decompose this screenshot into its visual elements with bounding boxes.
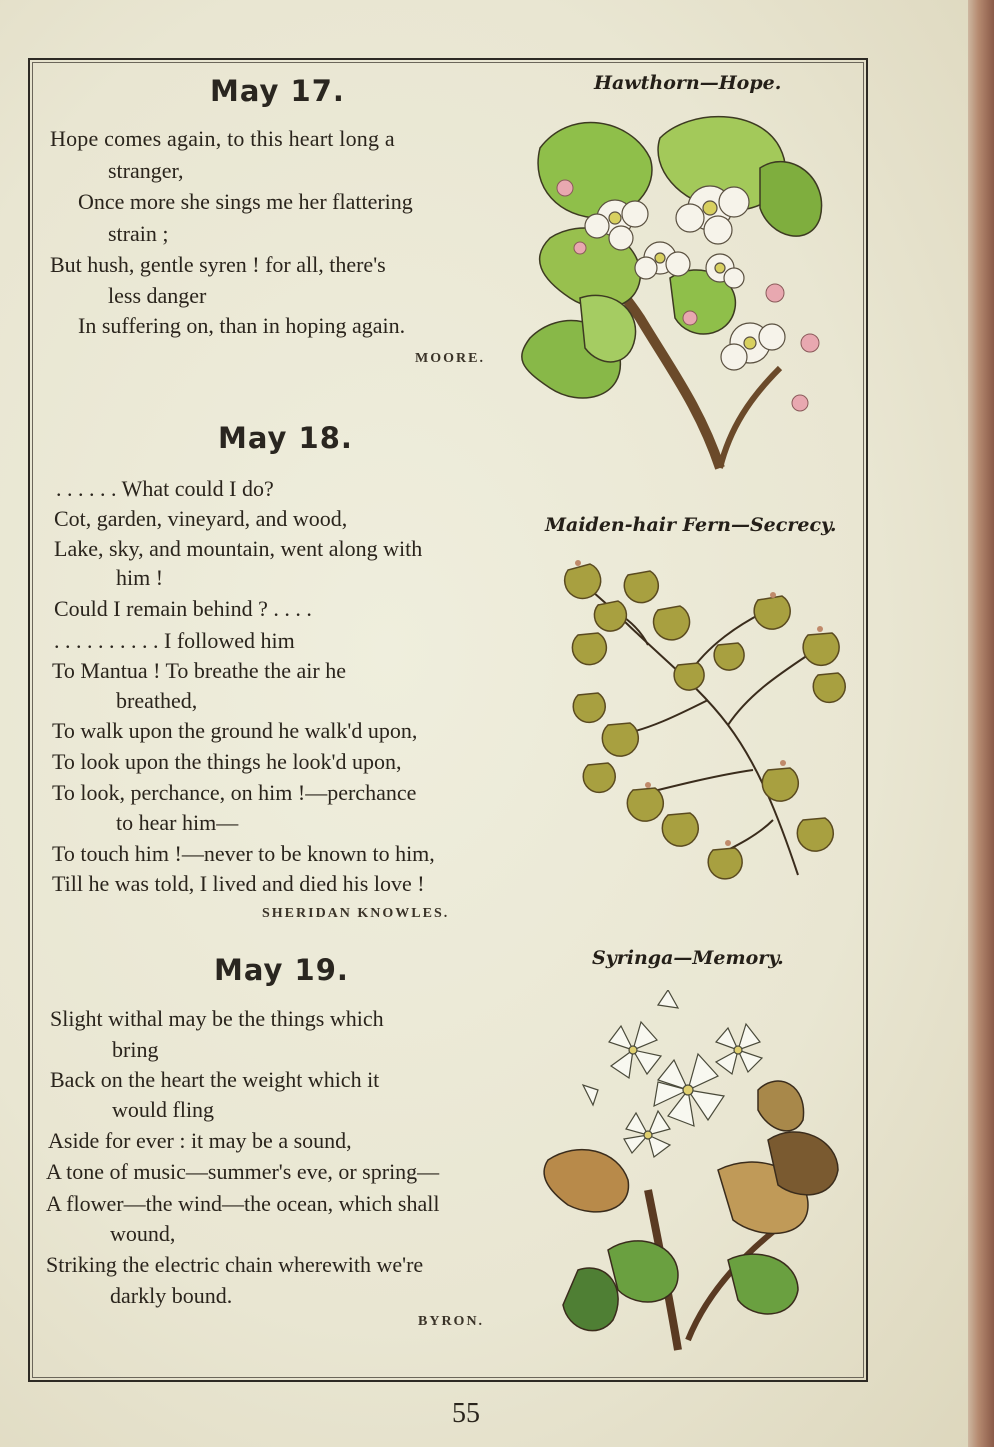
syringa-illustration — [538, 990, 848, 1360]
poem-line: A tone of music—summer's eve, or spring— — [46, 1159, 440, 1184]
poem-line: strain ; — [108, 221, 169, 246]
poem-line: Slight withal may be the things which — [50, 1006, 384, 1031]
poem-author: BYRON. — [418, 1314, 485, 1329]
poem-line: To look, perchance, on him !—perchance — [52, 780, 417, 805]
poem-line: But hush, gentle syren ! for all, there's — [50, 252, 386, 277]
poem-line: wound, — [110, 1221, 176, 1246]
plate-title-syringa: Syringa—Memory. — [592, 947, 784, 969]
plate-title-hawthorn: Hawthorn—Hope. — [594, 72, 782, 94]
book-spine-edge — [968, 0, 994, 1447]
entry-date-may-19: May 19. — [214, 953, 349, 987]
poem-line: To look upon the things he look'd upon, — [52, 749, 402, 774]
hawthorn-illustration — [520, 108, 840, 478]
maidenhair-fern-illustration — [548, 555, 858, 885]
poem-line: Aside for ever : it may be a sound, — [48, 1128, 352, 1153]
poem-line: . . . . . . What could I do? — [56, 476, 274, 501]
poem-line: stranger, — [108, 158, 184, 183]
poem-line: would fling — [112, 1097, 215, 1122]
poem-line: less danger — [108, 283, 207, 308]
poem-line: In suffering on, than in hoping again. — [78, 313, 406, 338]
entry-date-may-18: May 18. — [218, 421, 353, 455]
poem-line: darkly bound. — [110, 1283, 233, 1308]
poem-line: Hope comes again, to this heart long a — [50, 126, 395, 151]
poem-line: To Mantua ! To breathe the air he — [52, 658, 347, 683]
poem-line: To walk upon the ground he walk'd upon, — [52, 718, 418, 743]
poem-line: Lake, sky, and mountain, went along with — [54, 536, 423, 561]
plate-title-maidenhair-fern: Maiden-hair Fern—Secrecy. — [545, 514, 837, 536]
poem-line: Once more she sings me her flattering — [78, 189, 413, 214]
poem-author: MOORE. — [415, 351, 485, 366]
poem-line: Back on the heart the weight which it — [50, 1067, 380, 1092]
poem-line: bring — [112, 1037, 159, 1062]
poem-author: SHERIDAN KNOWLES. — [262, 906, 450, 921]
entry-date-may-17: May 17. — [210, 74, 345, 108]
poem-line: . . . . . . . . . . I followed him — [54, 628, 295, 653]
poem-line: him ! — [116, 565, 164, 590]
poem-line: A flower—the wind—the ocean, which shall — [46, 1191, 440, 1216]
poem-line: breathed, — [116, 688, 198, 713]
poem-line: Striking the electric chain wherewith we're — [46, 1252, 424, 1277]
poem-line: Cot, garden, vineyard, and wood, — [54, 506, 348, 531]
poem-line: Till he was told, I lived and died his love ! — [52, 871, 425, 896]
poem-line: to hear him— — [116, 810, 239, 835]
poem-line: Could I remain behind ? . . . . — [54, 596, 312, 621]
page-number: 55 — [452, 1398, 480, 1429]
poem-line: To touch him !—never to be known to him, — [52, 841, 435, 866]
